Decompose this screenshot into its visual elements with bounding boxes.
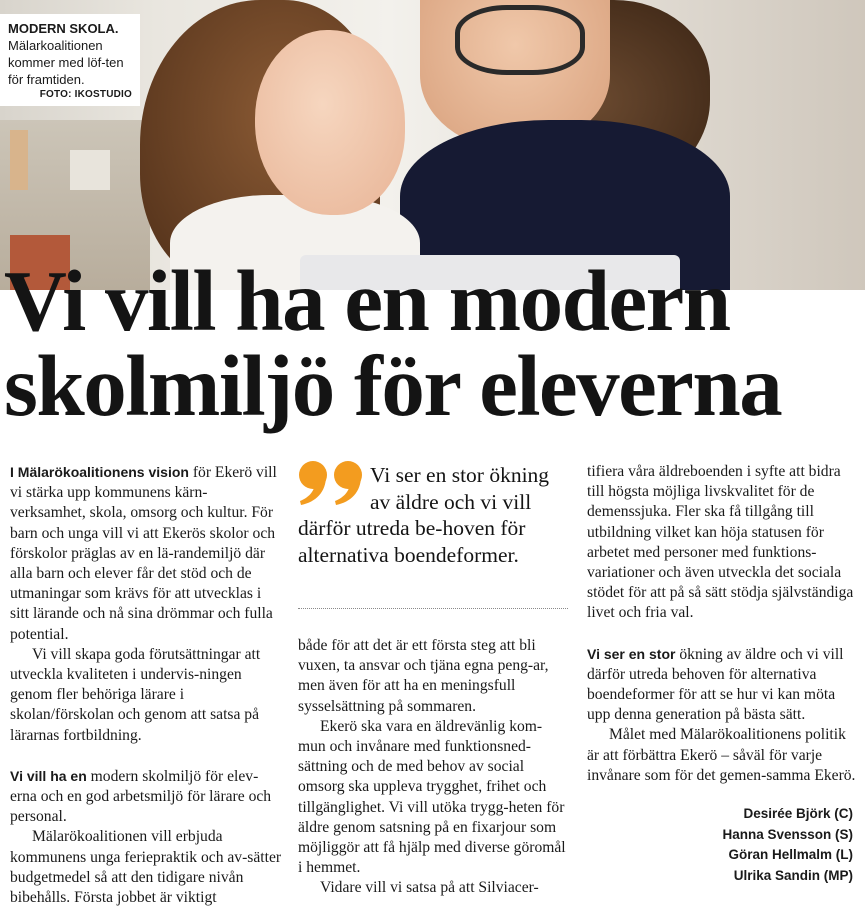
- paragraph-text: för Ekerö vill vi stärka upp kommunens kärn-verksamhet, skola, omsorg och kultur. För barn och unga vill vi att Ekerös skolor och förskolor präglas av en lä-randemiljö där alla barn och elever får det stöd och de utmaningar som krävs för att utvecklas i sitt lärande och nå sina drömmar och fulla potential.: [10, 464, 277, 643]
- headline: [4, 252, 864, 434]
- paragraph: [10, 462, 282, 645]
- pull-quote-text: Vi ser en stor ökning av äldre och vi vill därför utreda be-hoven för alternativa boendeformer.: [298, 463, 550, 567]
- paragraph: både för att det är ett första steg att bli vuxen, ta ansvar och tjäna egna peng-ar, men även för att ha en meningsfull sysselsättning på sommaren.: [298, 637, 549, 715]
- photo-girl-face: [255, 30, 405, 215]
- paragraph: [10, 766, 282, 828]
- photo-caption: [0, 14, 140, 106]
- paragraph: Vidare vill vi satsa på att Silviacer-: [320, 879, 539, 897]
- signature: Göran Hellmalm (L): [728, 847, 853, 862]
- lead-in: Vi vill ha en: [10, 767, 87, 784]
- photo-credit: FOTO: IKOSTUDIO: [39, 89, 132, 100]
- lead-in: I Mälarökoalitionens vision: [10, 464, 189, 480]
- signature: Desirée Björk (C): [743, 806, 853, 821]
- pull-quote: [298, 460, 568, 609]
- article-column-2: [298, 636, 566, 899]
- paragraph: Ekerö ska vara en äldrevänlig kom-mun och invånare med funktionsned-sättning och de med behov av social omsorg ska uppleva trygghet, frihet och tillgänglighet. Vi vill utöka trygg-heten för äldre genom satsning på en fixarjour som möjliggör att få hjälp med diverse göromål i hemmet.: [298, 717, 566, 877]
- signature: Hanna Svensson (S): [722, 826, 853, 842]
- paragraph: Mälarökoalitionen vill erbjuda kommunens unga feriepraktik och av-sätter budgetmedel så att den tidigare nivån bibehålls. Första jobbet är viktigt: [10, 828, 282, 907]
- pull-quote-text-wrap: [298, 462, 568, 568]
- caption-text: Mälarkoalitionen kommer med löf-ten för framtiden.: [8, 38, 124, 87]
- headline-line-2: skolmiljö för eleverna: [4, 337, 782, 434]
- paragraph: Vi vill skapa goda förutsättningar att utveckla kvaliteten i undervis-ningen genom fler behöriga lärare i skolan/förskolan och genom att satsa på lärarnas fortbildning.: [10, 645, 261, 744]
- paragraph-text: ökning av äldre och vi vill därför utreda behoven för alternativa boendeformer för att se hur vi kan möta upp denna generation på bästa sätt.: [587, 645, 844, 724]
- paragraph-text: modern skolmiljö för elev-erna och en god arbetsmiljö för lärare och personal.: [10, 767, 272, 826]
- photo-book: [10, 130, 28, 190]
- paragraph: tifiera våra äldreboenden i syfte att bidra till högsta möjliga livskvalitet för de demenssjuka. Fler ska få tillgång till utbildning vilket kan höja statusen för arbetet med personer med funktions-variationer och även utveckla det sociala stödet för att på så sätt stödja självständiga livet och fria val.: [587, 463, 854, 622]
- paragraph: [587, 644, 857, 726]
- headline-line-1: Vi vill ha en modern: [4, 252, 730, 349]
- signatures: [722, 804, 853, 886]
- caption-title: MODERN SKOLA.: [8, 21, 119, 36]
- article-column-1: [10, 462, 282, 908]
- photo-glasses: [455, 5, 585, 75]
- article-column-3: [587, 462, 857, 786]
- lead-in: Vi ser en stor: [587, 645, 676, 662]
- photo-book: [70, 150, 110, 190]
- signature: Ulrika Sandin (MP): [733, 867, 853, 883]
- paragraph: Målet med Mälarökoalitionens politik är att förbättra Ekerö – såväl för varje invånare som för det gemen-samma Ekerö.: [587, 726, 856, 784]
